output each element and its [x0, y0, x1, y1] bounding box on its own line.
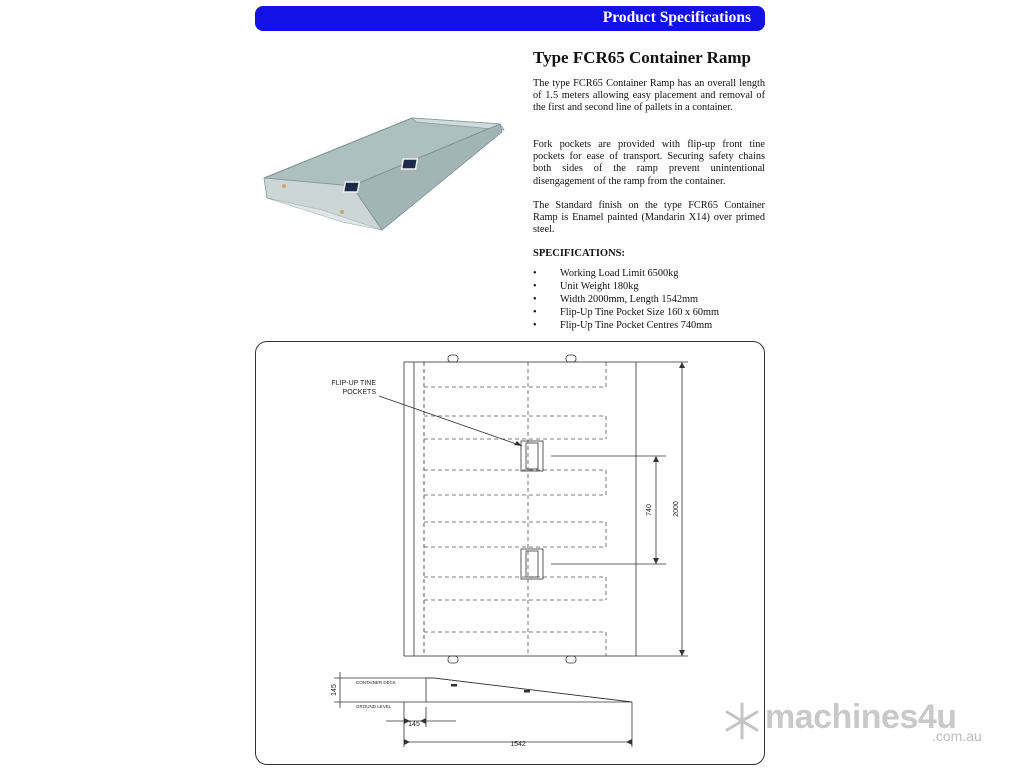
- description-paragraph: Fork pockets are provided with flip-up front tine pockets for ease of transport. Securing safety chains both sides of the ramp prevent unintentional disengagement of the ramp from the container.: [533, 139, 765, 187]
- spec-item: [533, 306, 719, 319]
- product-title: Type FCR65 Container Ramp: [533, 48, 752, 67]
- callout-label: FLIP-UP TINE: [331, 380, 376, 387]
- spec-text: Flip-Up Tine Pocket Size 160 x 60mm: [560, 307, 720, 318]
- bullet-icon: •: [533, 268, 537, 279]
- spec-text: Flip-Up Tine Pocket Centres 740mm: [560, 320, 713, 331]
- spec-item: [533, 267, 719, 280]
- ground-label: GROUND LEVEL: [356, 704, 392, 709]
- description-paragraph: The Standard finish on the type FCR65 Container Ramp is Enamel painted (Mandarin X14) over primed steel.: [533, 200, 765, 236]
- header-banner: [255, 6, 765, 31]
- dimension-label: 1542: [510, 741, 526, 748]
- spec-item: [533, 319, 719, 332]
- spec-item: [533, 280, 719, 293]
- bullet-icon: •: [533, 294, 537, 305]
- specifications-heading: SPECIFICATIONS:: [533, 248, 625, 259]
- specifications-list: [533, 267, 719, 332]
- watermark-brand: machines4u: [765, 698, 957, 736]
- snowflake-logo-icon: [722, 700, 762, 742]
- deck-label: CONTAINER DECK: [356, 680, 396, 685]
- dimension-label: 145: [408, 721, 420, 728]
- spec-text: Unit Weight 180kg: [560, 281, 639, 292]
- technical-drawing: [256, 342, 766, 766]
- bullet-icon: •: [533, 281, 537, 292]
- watermark-domain: .com.au: [932, 728, 982, 744]
- bullet-icon: •: [533, 307, 537, 318]
- callout-label: POCKETS: [342, 389, 376, 396]
- header-title: Product Specifications: [602, 9, 751, 26]
- technical-drawing-panel: [255, 341, 765, 765]
- ramp-render-image: [262, 110, 512, 235]
- bullet-icon: •: [533, 320, 537, 331]
- dimension-label: 145: [331, 684, 338, 696]
- description-paragraph: The type FCR65 Container Ramp has an overall length of 1.5 meters allowing easy placement and removal of the first and second line of pallets in a container.: [533, 78, 765, 114]
- spec-text: Width 2000mm, Length 1542mm: [560, 294, 699, 305]
- spec-item: [533, 293, 719, 306]
- spec-text: Working Load Limit 6500kg: [560, 268, 679, 279]
- dimension-label: 740: [646, 504, 653, 516]
- dimension-label: 2000: [673, 501, 680, 517]
